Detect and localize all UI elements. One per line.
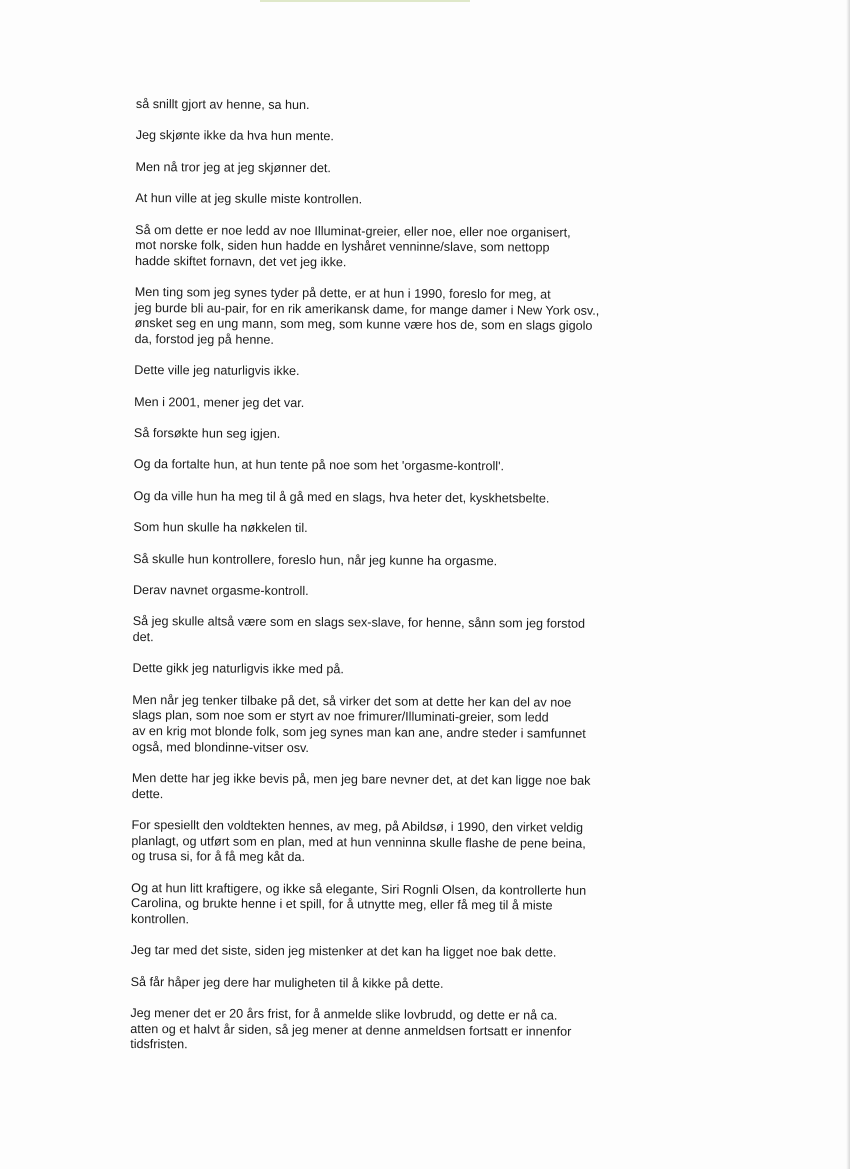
paragraph: Så får håper jeg dere har muligheten til å kikke på dette. — [130, 974, 444, 991]
page-edge-shadow — [846, 0, 850, 1169]
paragraph: Derav navnet orgasme-kontroll. — [132, 583, 309, 599]
paragraph: Men når jeg tenker tilbake på det, så virker det som at dette her kan del av noe slags plan, som noe som er styrt av noe frimurer/Illuminati-greier, som ledd av en krig mot blonde folk, som jeg synes man kan ane, andre steder i samfunnet også, med blondinne-vitser osv. — [131, 692, 586, 755]
paragraph: Men ting som jeg synes tyder på dette, er at hun i 1990, foreslo for meg, at jeg burde bli au-pair, for en rik amerikansk dame, for mange damer i New York osv., ønsket seg en ung mann, som meg, som kunne være hos de, som en slags gigolo da, forstod jeg på henne. — [134, 285, 600, 347]
paragraph: så snillt gjort av henne, sa hun. — [135, 97, 310, 113]
paragraph: Men dette har jeg ikke bevis på, men jeg bare nevner det, at det kan ligge noe bak dette. — [131, 770, 591, 801]
letter-body — [130, 97, 666, 1072]
paragraph: Som hun skulle ha nøkkelen til. — [133, 520, 308, 536]
paragraph: Så forsøkte hun seg igjen. — [133, 426, 281, 441]
scan-edge-mark — [260, 0, 470, 2]
paragraph: Og da fortalte hun, at hun tente på noe som het 'orgasme-kontroll'. — [133, 457, 505, 474]
paragraph: Jeg mener det er 20 års frist, for å anmelde slike lovbrudd, og dette er nå ca. atten og et halvt år siden, så jeg mener at denne anmeldsen fortsatt er innenfor tidsfristen. — [130, 1005, 572, 1052]
paragraph: Dette ville jeg naturligvis ikke. — [134, 363, 300, 379]
paragraph: Så jeg skulle altså være som en slags sex-slave, for henne, sånn som jeg forstod det. — [132, 614, 586, 645]
paragraph: Så skulle hun kontrollere, foreslo hun, når jeg kunne ha orgasme. — [133, 551, 498, 568]
paragraph: Dette gikk jeg naturligvis ikke med på. — [132, 661, 344, 677]
paragraph: Og da ville hun ha meg til å gå med en slags, hva heter det, kyskhetsbelte. — [133, 488, 550, 506]
paragraph: At hun ville at jeg skulle miste kontrollen. — [135, 191, 363, 207]
paragraph: Jeg skjønte ikke da hva hun mente. — [135, 128, 334, 144]
paragraph: Men nå tror jeg at jeg skjønner det. — [135, 159, 331, 175]
paragraph: Så om dette er noe ledd av noe Illuminat-greier, eller noe, eller noe organisert, mot norske folk, siden hun hadde en lyshåret venninne/slave, som nettopp hadde skiftet fornavn, det vet jeg ikke. — [134, 222, 571, 270]
paragraph: For spesiellt den voldtekten hennes, av meg, på Abildsø, i 1990, den virket veldig planlagt, og utført som en plan, med at hun venninna skulle flashe de pene beina, og trusa si, for å få meg kåt da. — [131, 817, 586, 865]
paragraph: Men i 2001, mener jeg det var. — [134, 394, 305, 410]
paragraph: Jeg tar med det siste, siden jeg mistenker at det kan ha ligget noe bak dette. — [130, 943, 557, 960]
paragraph: Og at hun litt kraftigere, og ikke så elegante, Siri Rognli Olsen, da kontrollerte hun Carolina, og brukte henne i et spill, for å utnytte meg, eller få meg til å miste kontrollen. — [130, 880, 587, 927]
